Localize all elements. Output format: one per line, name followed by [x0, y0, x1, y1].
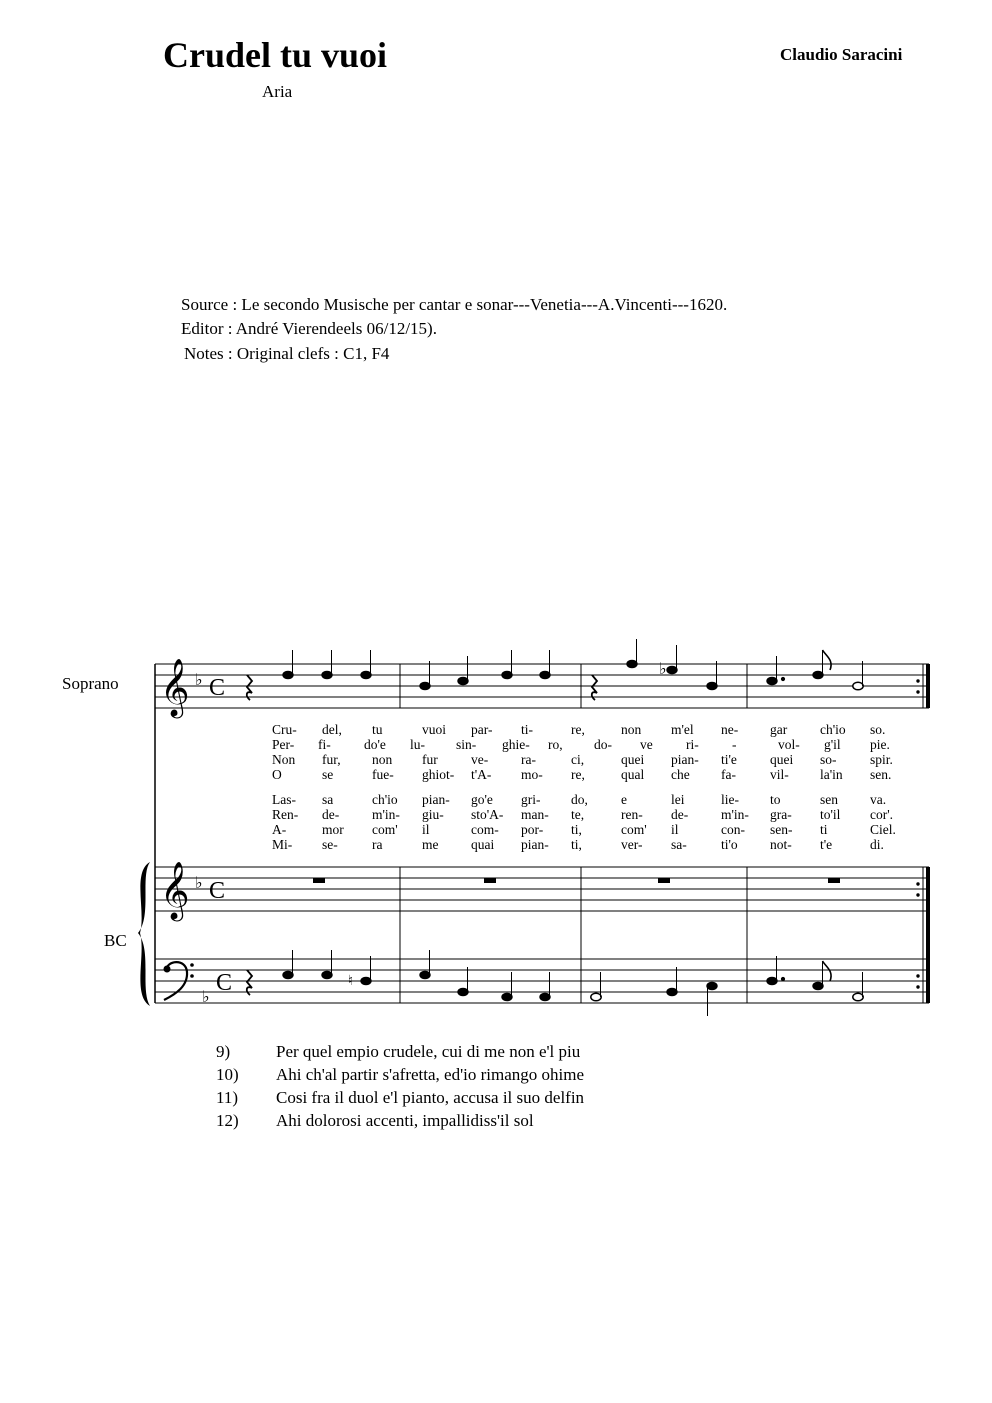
lyric-syllable: ve- — [471, 752, 489, 767]
lyric-syllable: so. — [870, 722, 886, 737]
lyric-syllable: Ren- — [272, 807, 299, 822]
treble-clef-icon: 𝄞 — [160, 658, 190, 716]
lyric-syllable: vil- — [770, 767, 789, 782]
lyric-syllable: non — [372, 752, 393, 767]
lyric-syllable: not- — [770, 837, 792, 852]
lyric-syllable: ghie- — [502, 737, 530, 752]
whole-rests — [310, 878, 843, 883]
lyric-syllable: gri- — [521, 792, 541, 807]
brace — [138, 862, 150, 1006]
lyric-syllable: to'il — [820, 807, 841, 822]
lyric-syllable: ghiot- — [422, 767, 455, 782]
extra-verse — [216, 1086, 716, 1109]
svg-text:♭: ♭ — [659, 659, 667, 678]
lyric-syllable: lei — [671, 792, 685, 807]
lyric-syllable: fi- — [318, 737, 331, 752]
lyric-syllable: Mi- — [272, 837, 293, 852]
lyric-syllable: e — [621, 792, 627, 807]
verse-text: Ahi ch'al partir s'afretta, ed'io rimango ohime — [276, 1065, 585, 1084]
bass-notes — [247, 950, 863, 1016]
lyric-syllable: Per- — [272, 737, 295, 752]
lyric-syllable: A- — [272, 822, 287, 837]
verse-number: 10) — [216, 1065, 239, 1084]
lyric-syllable: por- — [521, 822, 544, 837]
lyric-syllable: fur, — [322, 752, 341, 767]
lyric-syllable: il — [671, 822, 679, 837]
lyric-syllable: che — [671, 767, 690, 782]
soprano-notes — [247, 639, 863, 700]
bc-treble-staff — [155, 867, 929, 911]
lyric-syllable: O — [272, 767, 282, 782]
editor-note: Editor : André Vierendeels 06/12/15). — [181, 319, 437, 338]
extra-verse — [216, 1063, 716, 1086]
lyric-syllable: me — [422, 837, 439, 852]
lyric-syllable: g'il — [824, 737, 841, 752]
lyric-syllable: del, — [322, 722, 342, 737]
lyric-syllable: ren- — [621, 807, 643, 822]
lyric-syllable: com' — [621, 822, 647, 837]
lyric-syllable: pian- — [671, 752, 699, 767]
verse-text: Per quel empio crudele, cui di me non e'l piu — [276, 1042, 581, 1061]
lyric-syllable: pie. — [870, 737, 890, 752]
lyric-syllable: sin- — [456, 737, 477, 752]
lyric-syllable: ti- — [521, 722, 533, 737]
lyric-syllable: so- — [820, 752, 837, 767]
lyric-syllable: sto'A- — [471, 807, 504, 822]
flat-icon — [195, 670, 210, 1006]
lyric-syllable: go'e — [471, 792, 493, 807]
lyric-syllable: quei — [770, 752, 794, 767]
lyric-syllable: ro, — [548, 737, 563, 752]
lyric-syllable: ra- — [521, 752, 536, 767]
source-note: Source : Le secondo Musische per cantar e sonar---Venetia---A.Vincenti---1620. — [181, 295, 728, 314]
lyric-syllable: quei — [621, 752, 645, 767]
quarter-rest — [247, 675, 252, 700]
lyric-syllable: sa — [322, 792, 334, 807]
lyric-syllable: fa- — [721, 767, 736, 782]
lyric-syllable: fur — [422, 752, 438, 767]
extra-verse — [216, 1109, 716, 1132]
svg-text:C: C — [209, 878, 226, 904]
lyric-syllable: t'A- — [471, 767, 492, 782]
lyric-syllable: quai — [471, 837, 495, 852]
lyric-syllable: m'in- — [721, 807, 749, 822]
lyric-syllable: do- — [594, 737, 612, 752]
lyric-syllable: man- — [521, 807, 549, 822]
lyric-syllable: te, — [571, 807, 585, 822]
lyric-syllable: pian- — [422, 792, 450, 807]
verse-text: Ahi dolorosi accenti, impallidiss'il sol — [276, 1111, 534, 1130]
lyric-syllable: Non — [272, 752, 296, 767]
lyric-syllable: m'el — [671, 722, 694, 737]
lyric-syllable: ri- — [686, 737, 699, 752]
lyric-syllable: ch'io — [372, 792, 398, 807]
lyric-syllable: t'e — [820, 837, 833, 852]
lyric-syllable: ti, — [571, 837, 582, 852]
lyric-syllable: lie- — [721, 792, 739, 807]
lyric-syllable: ti'o — [721, 837, 738, 852]
lyric-syllable: lu- — [410, 737, 425, 752]
lyric-syllable: qual — [621, 767, 645, 782]
lyric-syllable: ti, — [571, 822, 582, 837]
lyric-syllable: ne- — [721, 722, 739, 737]
lyric-syllable: ti — [820, 822, 828, 837]
lyric-syllable: sen- — [770, 822, 793, 837]
soprano-part-label: Soprano — [62, 674, 119, 693]
verse-number: 12) — [216, 1111, 239, 1130]
svg-text:C: C — [209, 675, 226, 701]
lyric-syllable: mo- — [521, 767, 543, 782]
verse-text: Cosi fra il duol e'l pianto, accusa il suo delfin — [276, 1088, 585, 1107]
lyric-syllable: il — [422, 822, 430, 837]
lyric-syllable: non — [621, 722, 642, 737]
svg-text:♭: ♭ — [202, 987, 210, 1006]
lyric-syllable: mor — [322, 822, 344, 837]
lyric-syllable: do'e — [364, 737, 386, 752]
lyric-syllable: ra — [372, 837, 383, 852]
lyric-syllable: con- — [721, 822, 745, 837]
extra-verse — [216, 1040, 716, 1063]
subtitle: Aria — [262, 82, 293, 101]
lyric-syllable: vol- — [778, 737, 800, 752]
lyric-syllable: de- — [322, 807, 340, 822]
lyric-syllable: di. — [870, 837, 884, 852]
lyric-syllable: - — [732, 737, 737, 752]
lyric-syllable: de- — [671, 807, 689, 822]
lyric-syllable: ve — [640, 737, 653, 752]
lyric-syllable: tu — [372, 722, 383, 737]
lyric-syllable: com- — [471, 822, 499, 837]
lyric-syllable: giu- — [422, 807, 444, 822]
lyric-syllable: se — [322, 767, 334, 782]
lyric-syllable: Las- — [272, 792, 296, 807]
svg-text:♮: ♮ — [348, 973, 354, 989]
lyric-syllable: cor'. — [870, 807, 894, 822]
verse-number: 9) — [216, 1042, 231, 1061]
lyric-syllable: do, — [571, 792, 588, 807]
composer: Claudio Saracini — [780, 45, 903, 64]
lyric-syllable: ci, — [571, 752, 585, 767]
lyric-syllable: la'in — [820, 767, 843, 782]
soprano-staff — [155, 664, 929, 708]
lyric-syllable: gar — [770, 722, 788, 737]
verse-number: 11) — [216, 1088, 239, 1107]
page-title: Crudel tu vuoi — [163, 35, 388, 75]
lyric-syllable: se- — [322, 837, 338, 852]
lyric-syllable: sen. — [870, 767, 892, 782]
lyric-syllable: vuoi — [422, 722, 447, 737]
lyric-syllable: par- — [471, 722, 493, 737]
svg-text:C: C — [216, 970, 233, 996]
lyric-syllable: ti'e — [721, 752, 737, 767]
lyric-syllable: m'in- — [372, 807, 400, 822]
lyric-syllable: to — [770, 792, 781, 807]
lyric-syllable: spir. — [870, 752, 893, 767]
bc-part-label: BC — [104, 931, 127, 950]
lyric-syllable: sa- — [671, 837, 687, 852]
lyric-syllable: va. — [870, 792, 887, 807]
lyric-syllable: sen — [820, 792, 838, 807]
svg-text:♭: ♭ — [195, 873, 203, 892]
lyric-syllable: fue- — [372, 767, 394, 782]
time-signature — [209, 675, 232, 996]
lyric-syllable: Cru- — [272, 722, 297, 737]
treble-clef-icon: 𝄞 — [160, 861, 190, 919]
final-repeat-barline — [916, 664, 930, 1003]
clefs-note: Notes : Original clefs : C1, F4 — [184, 344, 390, 363]
lyric-syllable: re, — [571, 722, 585, 737]
lyric-syllable: ch'io — [820, 722, 846, 737]
lyric-syllable: re, — [571, 767, 585, 782]
lyric-syllable: ver- — [621, 837, 643, 852]
lyric-syllable: pian- — [521, 837, 549, 852]
lyric-syllable: gra- — [770, 807, 792, 822]
svg-text:♭: ♭ — [195, 670, 203, 689]
lyric-syllable: Ciel. — [870, 822, 896, 837]
lyric-syllable: com' — [372, 822, 398, 837]
